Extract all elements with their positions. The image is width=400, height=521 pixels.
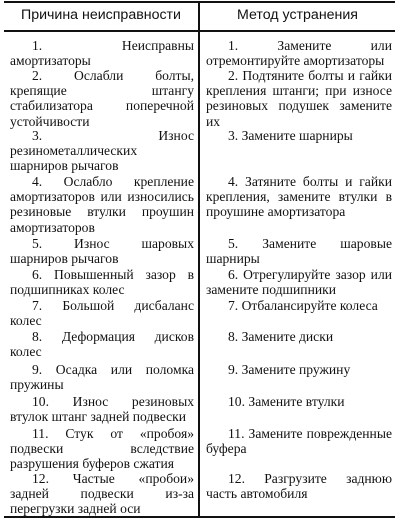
remedy-cell-4: 4. Затяните болты и гайки крепления, замените втулки в проушине амортизатора bbox=[206, 174, 392, 220]
remedy-cell-5: 5. Замените шаровые шарниры bbox=[206, 236, 392, 267]
table-top-rule bbox=[4, 1, 395, 3]
header-bottom-rule bbox=[4, 30, 395, 32]
remedy-cell-7: 7. Отбалансируйте колеса bbox=[228, 298, 378, 313]
remedy-cell-3: 3. Замените шарниры bbox=[228, 128, 353, 143]
remedy-cell-2: 2. Подтяните болты и гайки крепления штанги; при износе резиновых подушек замените их bbox=[206, 68, 392, 129]
header-cause: Причина неисправности bbox=[21, 7, 181, 23]
cause-cell-3: 3. Износ резинометаллических шарниров рычагов bbox=[10, 128, 194, 174]
header-remedy: Метод устранения bbox=[236, 7, 358, 23]
remedy-cell-12: 12. Разгрузите заднюю часть автомобиля bbox=[206, 471, 392, 502]
cause-cell-2: 2. Ослабли болты, крепящие штангу стабилизатора поперечной устойчивости bbox=[10, 68, 194, 129]
remedy-cell-6: 6. Отрегулируйте зазор или замените подшипники bbox=[206, 267, 392, 298]
cause-cell-4: 4. Ослабло крепление амортизаторов или износились резиновые втулки проушин амортизаторов bbox=[10, 174, 194, 235]
remedy-cell-11: 11. Замените поврежденные буфера bbox=[206, 426, 392, 457]
remedy-cell-9: 9. Замените пружину bbox=[228, 362, 351, 377]
remedy-cell-8: 8. Замените диски bbox=[228, 329, 334, 344]
cause-cell-1: 1. Неисправны амортизаторы bbox=[10, 38, 194, 69]
cause-cell-6: 6. Повышенный зазор в подшипниках колес bbox=[10, 267, 194, 298]
remedy-cell-1: 1. Замените или отремонтируйте амортизаторы bbox=[206, 38, 392, 69]
cause-cell-12: 12. Частые «пробои» задней подвески из-за перегрузки задней оси bbox=[10, 471, 194, 517]
cause-cell-10: 10. Износ резиновых втулок штанг задней подвески bbox=[10, 394, 194, 425]
cause-cell-9: 9. Осадка или поломка пружины bbox=[10, 362, 194, 393]
remedy-cell-10: 10. Замените втулки bbox=[228, 394, 345, 409]
cause-cell-7: 7. Большой дисбаланс колес bbox=[10, 298, 194, 329]
cause-cell-8: 8. Деформация дисков колес bbox=[10, 329, 194, 360]
cause-cell-11: 11. Стук от «пробоя» подвески вследствие разрушения буферов сжатия bbox=[10, 426, 194, 472]
column-divider bbox=[198, 1, 200, 518]
cause-cell-5: 5. Износ шаровых шарниров рычагов bbox=[10, 236, 194, 267]
